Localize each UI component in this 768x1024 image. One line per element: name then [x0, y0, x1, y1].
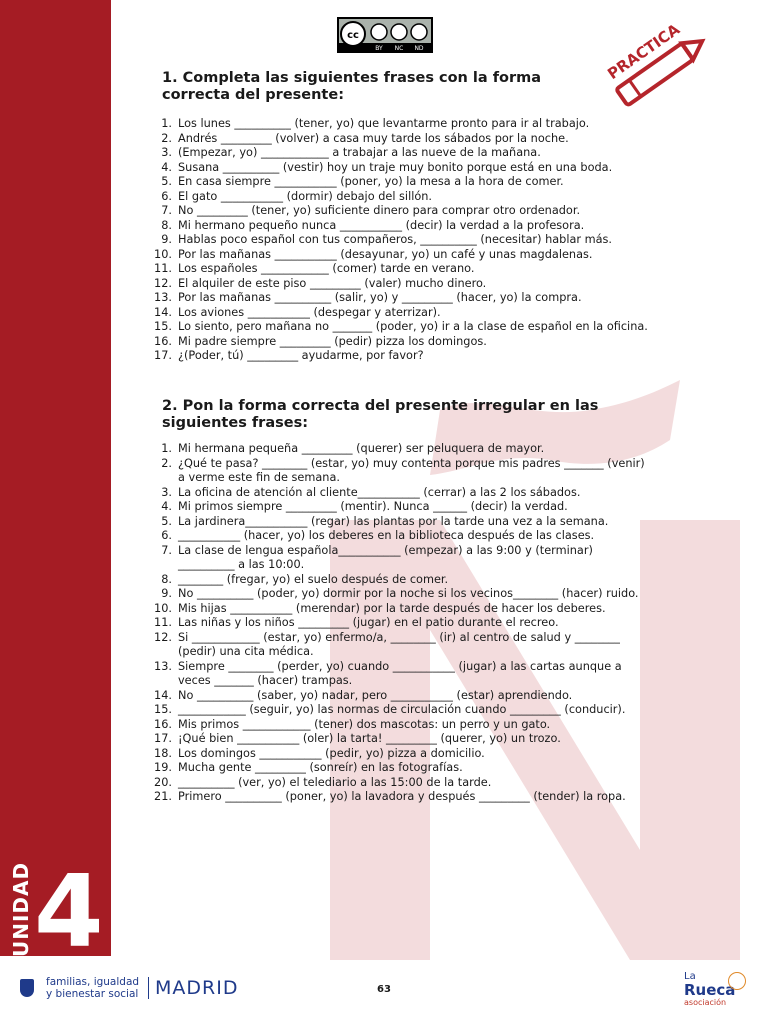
item-number: 4. — [161, 160, 172, 174]
item-number: 12. — [154, 630, 172, 644]
item-number: 17. — [154, 732, 172, 745]
item-text: ____________ (seguir, yo) las normas de circulación cuando _________ (conducir). — [178, 703, 626, 716]
item-number: 18. — [154, 746, 172, 760]
item-number: 12. — [154, 276, 172, 290]
item-number: 9. — [161, 233, 172, 246]
item-number: 3. — [161, 146, 172, 159]
item-number: 17. — [154, 349, 172, 362]
cc-nd-label: ND — [414, 45, 424, 52]
item-number: 8. — [161, 218, 172, 232]
exercise-item — [150, 732, 650, 747]
item-number: 3. — [161, 485, 172, 499]
exercise-item — [150, 790, 650, 805]
item-number: 7. — [161, 543, 172, 557]
item-number: 2. — [161, 456, 172, 470]
rueca-top-text: La — [684, 971, 696, 982]
item-number: 10. — [154, 247, 172, 261]
item-number: 15. — [154, 320, 172, 333]
item-number: 13. — [154, 291, 172, 304]
exercise-item — [150, 117, 650, 132]
item-text: No _________ (tener, yo) suficiente dinero para comprar otro ordenador. — [178, 204, 581, 217]
exercise-item — [150, 631, 650, 660]
item-number: 5. — [161, 175, 172, 188]
item-text: ________ (fregar, yo) el suelo después de comer. — [178, 572, 449, 586]
item-text: ¿(Poder, tú) _________ ayudarme, por favor? — [178, 349, 424, 362]
exercise-item — [150, 457, 650, 486]
madrid-wordmark: MADRID — [155, 977, 239, 999]
spinning-wheel-icon — [728, 972, 746, 990]
exercise-item — [150, 442, 650, 457]
exercise-item — [150, 761, 650, 776]
item-number: 10. — [154, 601, 172, 615]
exercise-item — [150, 277, 650, 292]
item-text: La clase de lengua española___________ (empezar) a las 9:00 y (terminar) __________ a las 10:00. — [178, 543, 593, 571]
item-number: 11. — [154, 262, 172, 275]
item-number: 6. — [161, 529, 172, 542]
item-text: ¡Qué bien ___________ (oler) la tarta! _________ (querer, yo) un trozo. — [178, 732, 561, 745]
exercise-item — [150, 587, 650, 602]
item-text: ¿Qué te pasa? ________ (estar, yo) muy contenta porque mis padres _______ (venir) a verme este fin de semana. — [178, 456, 645, 484]
exercise-item — [150, 306, 650, 321]
item-text: Siempre ________ (perder, yo) cuando ___________ (jugar) a las cartas aunque a veces _______ (hacer) trampas. — [178, 659, 622, 687]
item-number: 13. — [154, 659, 172, 673]
exercise-item — [150, 544, 650, 573]
item-number: 16. — [154, 334, 172, 348]
exercise-item — [150, 776, 650, 791]
exercise1-list — [150, 117, 650, 364]
item-number: 15. — [154, 703, 172, 716]
exercise-item — [150, 291, 650, 306]
item-text: (Empezar, yo) ____________ a trabajar a las nueve de la mañana. — [178, 146, 541, 159]
exercise-item — [150, 146, 650, 161]
item-text: No __________ (poder, yo) dormir por la noche si los vecinos________ (hacer) ruido. — [178, 587, 639, 600]
unit-label: UNIDAD — [9, 861, 33, 957]
item-number: 16. — [154, 717, 172, 731]
exercise-item — [150, 689, 650, 704]
la-rueca-logo — [684, 972, 750, 1008]
exercise-item — [150, 703, 650, 718]
item-text: Andrés _________ (volver) a casa muy tarde los sábados por la noche. — [178, 131, 569, 145]
unit-sidebar — [0, 0, 111, 970]
footer-divider — [148, 977, 149, 999]
item-number: 20. — [154, 775, 172, 789]
cc-nc-label: NC — [394, 45, 404, 52]
item-text: ___________ (hacer, yo) los deberes en la biblioteca después de las clases. — [178, 529, 595, 542]
exercise-item — [150, 660, 650, 689]
exercise-item — [150, 161, 650, 176]
exercise-item — [150, 616, 650, 631]
rueca-subtitle: asociación — [684, 998, 727, 1007]
exercise-item — [150, 573, 650, 588]
svg-text:cc: cc — [347, 30, 359, 41]
item-text: Mi primos siempre _________ (mentir). Nunca ______ (decir) la verdad. — [178, 500, 568, 513]
item-text: Los españoles ____________ (comer) tarde en verano. — [178, 262, 475, 275]
exercise-item — [150, 335, 650, 350]
exercise-item — [150, 204, 650, 219]
item-text: La oficina de atención al cliente___________ (cerrar) a las 2 los sábados. — [178, 485, 581, 499]
item-text: Los domingos ___________ (pedir, yo) pizza a domicilio. — [178, 746, 485, 760]
item-text: Si ____________ (estar, yo) enfermo/a, ________ (ir) al centro de salud y ________ (pedir) una cita médica. — [178, 630, 620, 658]
item-text: El gato ___________ (dormir) debajo del sillón. — [178, 189, 433, 203]
item-text: Los aviones ___________ (despegar y aterrizar). — [178, 305, 441, 319]
exercise-item — [150, 718, 650, 733]
item-text: Mi padre siempre _________ (pedir) pizza los domingos. — [178, 334, 487, 348]
exercise-item — [150, 500, 650, 515]
exercise-item — [150, 262, 650, 277]
exercise-item — [150, 190, 650, 205]
item-text: Mis primos ____________ (tener) dos mascotas: un perro y un gato. — [178, 717, 551, 731]
creative-commons-badge — [337, 17, 433, 53]
exercise-item — [150, 486, 650, 501]
item-number: 7. — [161, 204, 172, 217]
cc-by-label: BY — [375, 45, 383, 52]
item-number: 9. — [161, 587, 172, 600]
item-text: Las niñas y los niños _________ (jugar) en el patio durante el recreo. — [178, 616, 559, 629]
item-text: Mi hermana pequeña _________ (querer) ser peluquera de mayor. — [178, 442, 545, 455]
madrid-shield-icon — [20, 979, 34, 997]
item-text: No __________ (saber, yo) nadar, pero ___________ (estar) aprendiendo. — [178, 688, 573, 702]
item-number: 11. — [154, 616, 172, 629]
item-text: Lo siento, pero mañana no _______ (poder, yo) ir a la clase de español en la oficina. — [178, 320, 648, 333]
item-number: 6. — [161, 189, 172, 203]
item-text: En casa siempre ___________ (poner, yo) la mesa a la hora de comer. — [178, 175, 564, 188]
item-number: 19. — [154, 761, 172, 774]
exercise2-title: 2. Pon la forma correcta del presente irregular en las siguientes frases: — [162, 398, 599, 431]
item-text: Por las mañanas ___________ (desayunar, yo) un café y unas magdalenas. — [178, 247, 593, 261]
item-number: 21. — [154, 790, 172, 803]
item-text: Por las mañanas __________ (salir, yo) y _________ (hacer, yo) la compra. — [178, 291, 582, 304]
item-text: El alquiler de este piso _________ (valer) mucho dinero. — [178, 276, 487, 290]
item-text: Mi hermano pequeño nunca ___________ (decir) la verdad a la profesora. — [178, 218, 585, 232]
exercise-item — [150, 219, 650, 234]
item-number: 14. — [154, 688, 172, 702]
stamp-label: PRACTICA — [604, 20, 683, 83]
exercise-item — [150, 175, 650, 190]
item-number: 1. — [161, 117, 172, 130]
rueca-name: Rueca — [684, 981, 736, 999]
item-text: Los lunes __________ (tener, yo) que levantarme pronto para ir al trabajo. — [178, 117, 590, 130]
item-text: Susana __________ (vestir) hoy un traje muy bonito porque está en una boda. — [178, 160, 613, 174]
exercise-item — [150, 132, 650, 147]
item-text: Hablas poco español con tus compañeros, __________ (necesitar) hablar más. — [178, 233, 613, 246]
exercise-item — [150, 529, 650, 544]
madrid-footer-logo — [20, 976, 238, 1000]
exercise2-list — [150, 442, 650, 805]
item-text: Primero __________ (poner, yo) la lavadora y después _________ (tender) la ropa. — [178, 790, 626, 803]
item-number: 4. — [161, 500, 172, 513]
item-text: Mucha gente _________ (sonreír) en las fotografías. — [178, 761, 463, 774]
item-text: __________ (ver, yo) el telediario a las 15:00 de la tarde. — [178, 775, 492, 789]
item-number: 2. — [161, 131, 172, 145]
item-text: La jardinera___________ (regar) las plantas por la tarde una vez a la semana. — [178, 514, 609, 528]
exercise-item — [150, 747, 650, 762]
item-number: 1. — [161, 442, 172, 455]
item-text: Mis hijas ___________ (merendar) por la tarde después de hacer los deberes. — [178, 601, 606, 615]
item-number: 14. — [154, 305, 172, 319]
unit-number: 4 — [34, 853, 104, 970]
exercise-item — [150, 248, 650, 263]
department-text: familias, igualdad y bienestar social — [46, 976, 140, 1000]
item-number: 5. — [161, 514, 172, 528]
practica-pencil-stamp — [598, 20, 710, 115]
page-number: 63 — [377, 984, 391, 995]
exercise-item — [150, 233, 650, 248]
exercise-item — [150, 602, 650, 617]
exercise-item — [150, 349, 650, 364]
exercise1-title: 1. Completa las siguientes frases con la forma correcta del presente: — [162, 70, 542, 103]
item-number: 8. — [161, 572, 172, 586]
exercise-item — [150, 515, 650, 530]
exercise-item — [150, 320, 650, 335]
